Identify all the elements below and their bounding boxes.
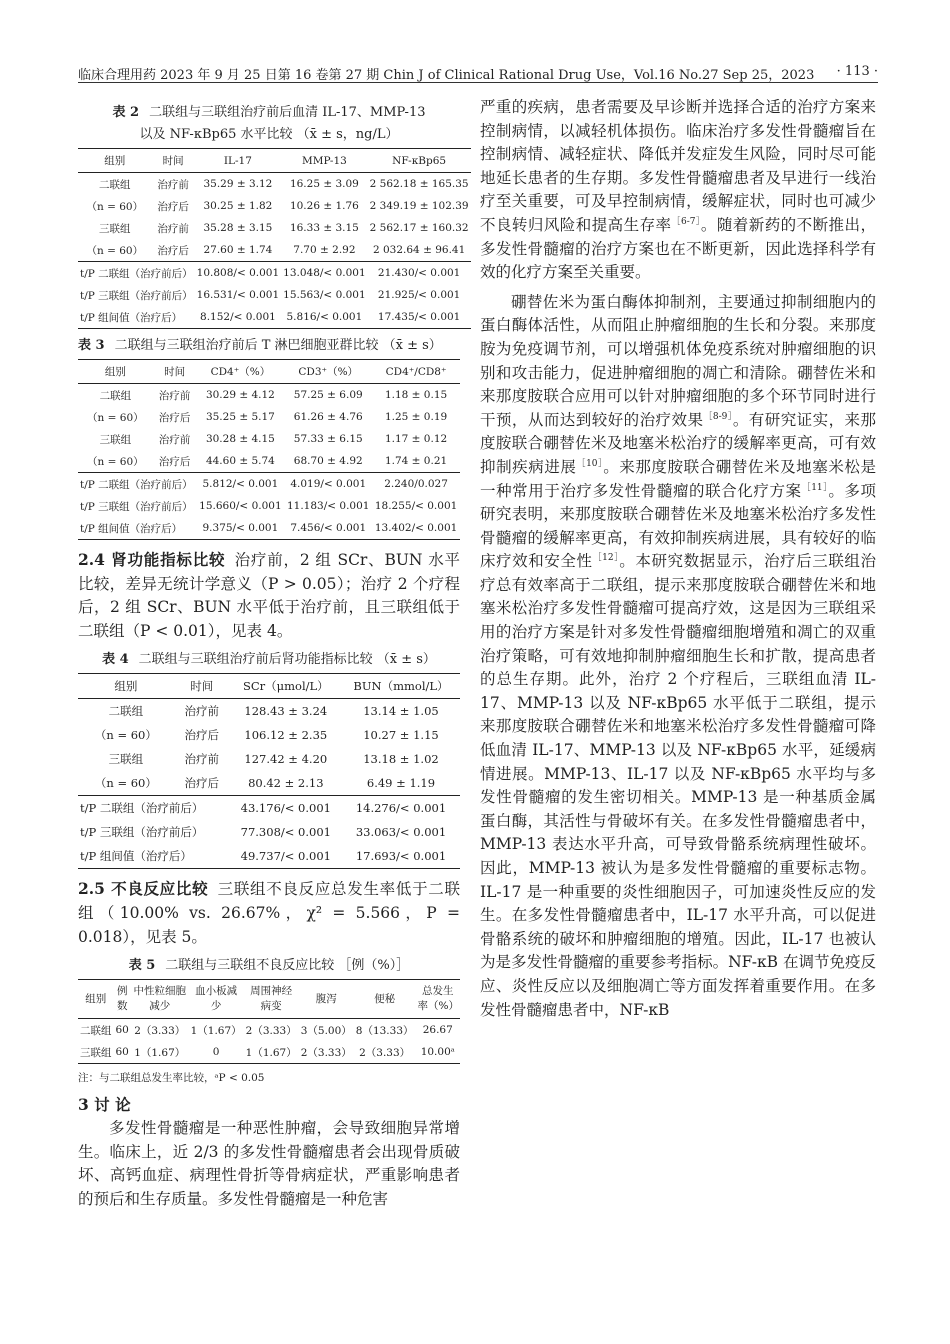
journal-info: 临床合理用药 2023 年 9 月 25 日第 16 卷第 27 期 Chin J of Clinical Rational Drug Use，Vol.16 No.27 Sep 25，2023: [78, 68, 815, 83]
table-cell: 35.29 ± 3.12: [203, 178, 273, 190]
table-row: [78, 796, 460, 821]
table2-header: NF-κBp65: [368, 149, 471, 173]
table-cell: 6.49 ± 1.19: [366, 776, 436, 791]
table-cell: t/P 组间值（治疗后）: [78, 844, 230, 869]
table-row: [78, 406, 460, 428]
table-cell: 16.531/< 0.001: [196, 289, 280, 301]
table-cell: （n = 60）: [94, 728, 157, 743]
table-cell: 44.60 ± 5.74: [205, 455, 275, 467]
paragraph-text: 严重的疾病，患者需要及早诊断并选择合适的治疗方案来控制病情，以减轻机体损伤。临床治疗多发性骨髓瘤旨在控制病情、减轻症状、降低并发症发生风险，同时尽可能地延长患者的生存期。多发性骨髓瘤患者及早进行一线治疗至关重要，可及早控制病情，缓解症状，同时也可减少不良转归风险和提高生存率: [480, 98, 876, 234]
table-row: [78, 747, 460, 771]
table-cell: 二联组: [108, 704, 144, 719]
table3-header: CD4⁺（%）: [196, 360, 284, 384]
table-cell: 43.176/< 0.001: [230, 796, 342, 821]
table-cell: 11.183/< 0.001: [286, 500, 370, 512]
table-cell: 8.152/< 0.001: [195, 306, 281, 329]
table-row: [78, 844, 460, 869]
table-cell: 4.019/< 0.001: [284, 473, 372, 496]
section-3-heading: 3 讨 论: [78, 1095, 131, 1115]
table-cell: 三联组: [78, 1041, 114, 1064]
table-row: [78, 771, 460, 796]
table-cell: 治疗后: [184, 728, 219, 743]
table-row: [78, 495, 460, 517]
table4: [78, 673, 460, 869]
table-cell: 治疗后: [158, 455, 191, 468]
table-cell: 60: [115, 1024, 129, 1037]
section-2-5-body: 三联组不良反应总发生率低于二联组（10.00% vs. 26.67%，χ² = 5.566，P = 0.018），见表 5。: [78, 880, 460, 946]
table-cell: 106.12 ± 2.35: [244, 728, 328, 743]
table-cell: （n = 60）: [87, 411, 144, 424]
table5: [78, 979, 460, 1064]
table-cell: 1.17 ± 0.12: [384, 433, 448, 445]
table-cell: 30.25 ± 1.82: [203, 200, 273, 212]
section-2-4-body: 治疗前，2 组 SCr、BUN 水平比较，差异无统计学意义（P > 0.05）；治疗 2 个疗程后，2 组 SCr、BUN 水平低于治疗前，且三联组低于二联组（P < 0.01），见表 4。: [78, 551, 461, 640]
table-cell: 17.435/< 0.001: [368, 306, 471, 329]
table-cell: 治疗后: [157, 200, 189, 213]
table-cell: 15.563/< 0.001: [283, 289, 366, 301]
table-cell: 57.25 ± 6.09: [293, 389, 363, 401]
table4-caption-text: 二联组与三联组治疗前后肾功能指标比较 （x̄ ± s）: [138, 652, 436, 668]
table-cell: 13.048/< 0.001: [281, 262, 367, 285]
section-3-paragraph: 多发性骨髓瘤是一种恶性肿瘤，会导致细胞异常增生。临床上，近 2/3 的多发性骨髓瘤患者会出现骨质破坏、高钙血症、病理性骨折等骨病症状，严重影响患者的预后和生存质量。多发性骨髓瘤是一种危害: [78, 1119, 460, 1208]
table-cell: 21.925/< 0.001: [377, 289, 461, 301]
table-cell: 13.18 ± 1.02: [363, 752, 439, 767]
table-cell: 2（3.33）: [134, 1024, 186, 1037]
table3: [78, 359, 460, 540]
table-cell: 治疗后: [157, 244, 189, 257]
table5-note: 注：与二联组总发生率比较，ᵃP < 0.05: [78, 1072, 265, 1085]
table-cell: 2（3.33）: [245, 1024, 297, 1037]
table-row: [78, 517, 460, 540]
table-cell: t/P 三联组（治疗前后）: [80, 289, 193, 302]
table-cell: 2（3.33）: [299, 1041, 354, 1064]
table-cell: 61.26 ± 4.76: [293, 411, 363, 423]
table-cell: （n = 60）: [87, 455, 144, 468]
citation: ［12］: [592, 553, 620, 564]
table-cell: t/P 组间值（治疗后）: [78, 517, 196, 540]
table-cell: 2（3.33）: [354, 1041, 416, 1064]
table-cell: 57.33 ± 6.15: [293, 433, 363, 445]
table-cell: 10.27 ± 1.15: [363, 728, 439, 743]
table5-header: 周围神经病变: [244, 980, 299, 1019]
table-cell: 127.42 ± 4.20: [244, 752, 328, 767]
table-cell: （n = 60）: [86, 244, 144, 257]
paragraph-text: 。来那度胺联合硼替佐米及地塞米松是一种常用于治疗多发性骨髓瘤的联合化疗方案: [480, 457, 876, 500]
paragraph-text: 。有研究证实，来那度胺联合硼替佐米及地塞米松治疗的缓解率更高，可有效抑制疾病进展: [480, 410, 876, 476]
table-cell: 8（13.33）: [355, 1024, 414, 1037]
running-header: [78, 58, 878, 82]
table-cell: 27.60 ± 1.74: [203, 244, 273, 256]
table-cell: 治疗前: [184, 752, 219, 767]
table-row: [78, 384, 460, 407]
table-cell: 1（1.67）: [131, 1041, 189, 1064]
table-cell: 16.25 ± 3.09: [289, 178, 359, 190]
table3-header: 组别: [78, 360, 153, 384]
table2-caption-line2: 以及 NF-κBp65 水平比较 （x̄ ± s，ng/L）: [139, 127, 399, 142]
table-cell: 77.308/< 0.001: [240, 825, 331, 840]
table-cell: 16.33 ± 3.15: [289, 222, 359, 234]
table-cell: 33.063/< 0.001: [355, 825, 447, 840]
table5-caption-text: 二联组与三联组不良反应比较 ［例（%）］: [165, 958, 410, 974]
table4-caption: [78, 649, 460, 671]
table-cell: 5.816/< 0.001: [281, 306, 367, 329]
table-cell: t/P 二联组（治疗前后）: [78, 796, 230, 821]
table5-caption: [78, 955, 460, 977]
table4-header: 组别: [78, 674, 174, 699]
table-cell: 三联组: [99, 433, 132, 446]
table2-header: MMP-13: [281, 149, 367, 173]
table-cell: 7.70 ± 2.92: [293, 244, 356, 256]
table-row: [78, 306, 471, 329]
discussion-paragraph-1: [480, 96, 876, 285]
section-2-5: [78, 877, 460, 949]
table-cell: 10.808/< 0.001: [195, 262, 281, 285]
table5-number: 表 5: [128, 958, 156, 974]
table-row: [78, 239, 471, 262]
table4-header: SCr（μmol/L）: [230, 674, 342, 699]
table3-caption-text: 二联组与三联组治疗前后 T 淋巴细胞亚群比较 （x̄ ± s）: [114, 338, 442, 353]
table-cell: 1.25 ± 0.19: [384, 411, 448, 423]
table-row: [78, 428, 460, 450]
table-cell: 1.74 ± 0.21: [384, 455, 448, 467]
table-cell: t/P 二联组（治疗前后）: [78, 473, 196, 496]
paragraph-text: 硼替佐米为蛋白酶体抑制剂，主要通过抑制细胞内的蛋白酶体活性，从而阻止肿瘤细胞的生长和分裂。来那度胺为免疫调节剂，可以增强机体免疫系统对肿瘤细胞的识别和攻击能力，促进肿瘤细胞的凋亡和清除。硼替佐米和来那度胺联合应用可以针对肿瘤细胞的多个环节同时进行干预，从而达到较好的治疗效果: [480, 292, 876, 429]
table3-header: 时间: [153, 360, 197, 384]
table3-header: CD4⁺/CD8⁺: [372, 360, 460, 384]
table-row: [78, 473, 460, 496]
table-cell: t/P 三联组（治疗前后）: [80, 500, 193, 513]
table-cell: 30.28 ± 4.15: [205, 433, 275, 445]
table-cell: 14.276/< 0.001: [342, 796, 460, 821]
table-cell: 治疗后: [184, 776, 219, 791]
table-cell: 9.375/< 0.001: [196, 517, 284, 540]
table-cell: 1（1.67）: [244, 1041, 299, 1064]
table5-header: 例数: [114, 980, 131, 1019]
table2-header: IL-17: [195, 149, 281, 173]
table-row: [78, 450, 460, 473]
table-cell: 68.70 ± 4.92: [293, 455, 363, 467]
table-cell: 21.430/< 0.001: [368, 262, 471, 285]
table-cell: 治疗前: [158, 433, 191, 446]
table-cell: 治疗前: [157, 178, 189, 191]
table-cell: 35.25 ± 5.17: [205, 411, 275, 423]
citation: ［6-7］: [671, 216, 701, 227]
table3-caption: [78, 335, 460, 357]
table-cell: t/P 三联组（治疗前后）: [80, 825, 204, 840]
table5-header: 组别: [78, 980, 114, 1019]
table-cell: 10.00ᵃ: [416, 1041, 460, 1064]
table-row: [78, 820, 460, 844]
table-cell: 1.18 ± 0.15: [384, 389, 448, 401]
page-number: · 113 ·: [836, 64, 878, 79]
right-column: [480, 96, 876, 1022]
table-cell: 治疗前: [158, 389, 191, 402]
table-cell: 0: [189, 1041, 244, 1064]
paragraph-text: 。本研究数据显示，治疗后三联组治疗总有效率高于二联组，提示来那度胺联合硼替佐米和地塞米松治疗多发性骨髓瘤可提高疗效，这是因为三联组采用的治疗方案是针对多发性骨髓瘤细胞增殖和凋亡的双重治疗策略，可有效地抑制肿瘤细胞生长和扩散，提高患者的总生存期。此外，治疗 2 个疗程后，三联组血清 IL-17、MMP-13 以及 NF-κBp65 水平低于二联组，提示来那度胺联合硼替佐米和地塞米松治疗多发性骨髓瘤可降低血清 IL-17、MMP-13 以及 NF-κBp65 水平，延缓病情进展。MMP-13、IL-17 以及 NF-κBp65 水平均与多发性骨髓瘤的发生密切相关。MMP-13 是一种基质金属蛋白酶，其活性与骨破坏有关。在多发性骨髓瘤患者中，MMP-13 表达水平升高，可导致骨骼系统病理性破坏。因此，MMP-13 被认为是多发性骨髓瘤的重要标志物。IL-17 是一种重要的炎性细胞因子，可加速炎性反应的发生。在多发性骨髓瘤患者中，IL-17 水平升高，可以促进骨骼系统的破坏和肿瘤细胞的增殖。因此，IL-17 也被认为是多发性骨髓瘤的重要参考指标。NF-κB 在调节免疫反应、炎性反应以及细胞凋亡等方面发挥着重要作用。在多发性骨髓瘤患者中，NF-κB: [480, 552, 876, 1019]
table5-header: 总发生率（%）: [416, 980, 460, 1019]
table-cell: 2 562.18 ± 165.35: [369, 178, 469, 190]
table-cell: t/P 二联组（治疗前后）: [78, 262, 195, 285]
table-cell: 二联组: [80, 1024, 112, 1037]
table5-header: 血小板减少: [189, 980, 244, 1019]
section-2-4-heading: 2.4 肾功能指标比较: [78, 550, 226, 569]
table-cell: （n = 60）: [94, 776, 157, 791]
citation: ［10］: [576, 458, 604, 469]
table-cell: 35.28 ± 3.15: [203, 222, 273, 234]
table4-header: 时间: [174, 674, 230, 699]
table-cell: 三联组: [108, 752, 144, 767]
citation: ［11］: [801, 482, 829, 493]
table-row: [78, 262, 471, 285]
table-cell: 治疗后: [158, 411, 191, 424]
table3-number: 表 3: [78, 338, 105, 353]
table-cell: 60: [114, 1041, 131, 1064]
table-cell: 3（5.00）: [300, 1024, 352, 1037]
table-row: [78, 1019, 460, 1042]
table-cell: 5.812/< 0.001: [196, 473, 284, 496]
table-row: [78, 195, 471, 217]
paragraph-text: 。多项研究表明，来那度胺联合硼替佐米及地塞米松治疗多发性骨髓瘤的缓解率更高，有效抑制疾病进展，具有较好的临床疗效和安全性: [480, 481, 876, 571]
table5-header: 中性粒细胞减少: [131, 980, 189, 1019]
table-cell: （n = 60）: [86, 200, 144, 213]
section-2-5-heading: 2.5 不良反应比较: [78, 879, 209, 899]
table-cell: 80.42 ± 2.13: [248, 776, 324, 791]
table-cell: 30.29 ± 4.12: [205, 389, 275, 401]
discussion-paragraph-2: [480, 291, 876, 1022]
table-cell: 13.402/< 0.001: [372, 517, 460, 540]
table2-caption-line1: 二联组与三联组治疗前后血清 IL-17、MMP-13: [149, 105, 426, 120]
table-row: [78, 699, 460, 724]
table-cell: 三联组: [99, 222, 131, 235]
table-row: [78, 284, 471, 306]
table5-header: 腹泻: [299, 980, 354, 1019]
table-row: [78, 723, 460, 747]
table2-number: 表 2: [112, 105, 140, 120]
table4-number: 表 4: [102, 652, 129, 668]
table-cell: 治疗前: [157, 222, 189, 235]
table2-header: 时间: [152, 149, 195, 173]
table-cell: 26.67: [422, 1024, 453, 1037]
table-row: [78, 217, 471, 239]
table3-header: CD3⁺（%）: [284, 360, 372, 384]
table5-header: 便秘: [354, 980, 416, 1019]
paragraph-text: 。随着新药的不断推出，多发性骨髓瘤的治疗方案也在不断更新，因此选择科学有效的化疗方案至关重要。: [480, 215, 876, 282]
table-cell: t/P 组间值（治疗后）: [78, 306, 195, 329]
table-cell: 2 032.64 ± 96.41: [372, 244, 466, 256]
table-cell: 15.660/< 0.001: [199, 500, 282, 512]
table-cell: 2 562.17 ± 160.32: [369, 222, 469, 234]
table-cell: 18.255/< 0.001: [374, 500, 458, 512]
table-cell: 128.43 ± 3.24: [244, 704, 328, 719]
table-cell: 10.26 ± 1.76: [289, 200, 359, 212]
table-row: [78, 173, 471, 196]
table-cell: 治疗前: [184, 704, 219, 719]
citation: ［8-9］: [703, 411, 733, 422]
table2: [78, 148, 471, 329]
table-row: [78, 1041, 460, 1064]
left-column: [78, 96, 469, 1212]
table-cell: 2 349.19 ± 102.39: [369, 200, 469, 212]
header-rule: [78, 82, 878, 83]
table-cell: 二联组: [99, 178, 131, 191]
table-cell: 13.14 ± 1.05: [363, 704, 439, 719]
table-cell: 7.456/< 0.001: [284, 517, 372, 540]
section-2-4: [78, 548, 460, 643]
table-cell: 1（1.67）: [190, 1024, 242, 1037]
table4-header: BUN（mmol/L）: [342, 674, 460, 699]
table2-header: 组别: [78, 149, 152, 173]
table-cell: 2.240/0.027: [372, 473, 460, 496]
table-cell: 49.737/< 0.001: [230, 844, 342, 869]
table2-caption: [78, 102, 460, 146]
table-cell: 二联组: [99, 389, 132, 402]
table-cell: 17.693/< 0.001: [342, 844, 460, 869]
